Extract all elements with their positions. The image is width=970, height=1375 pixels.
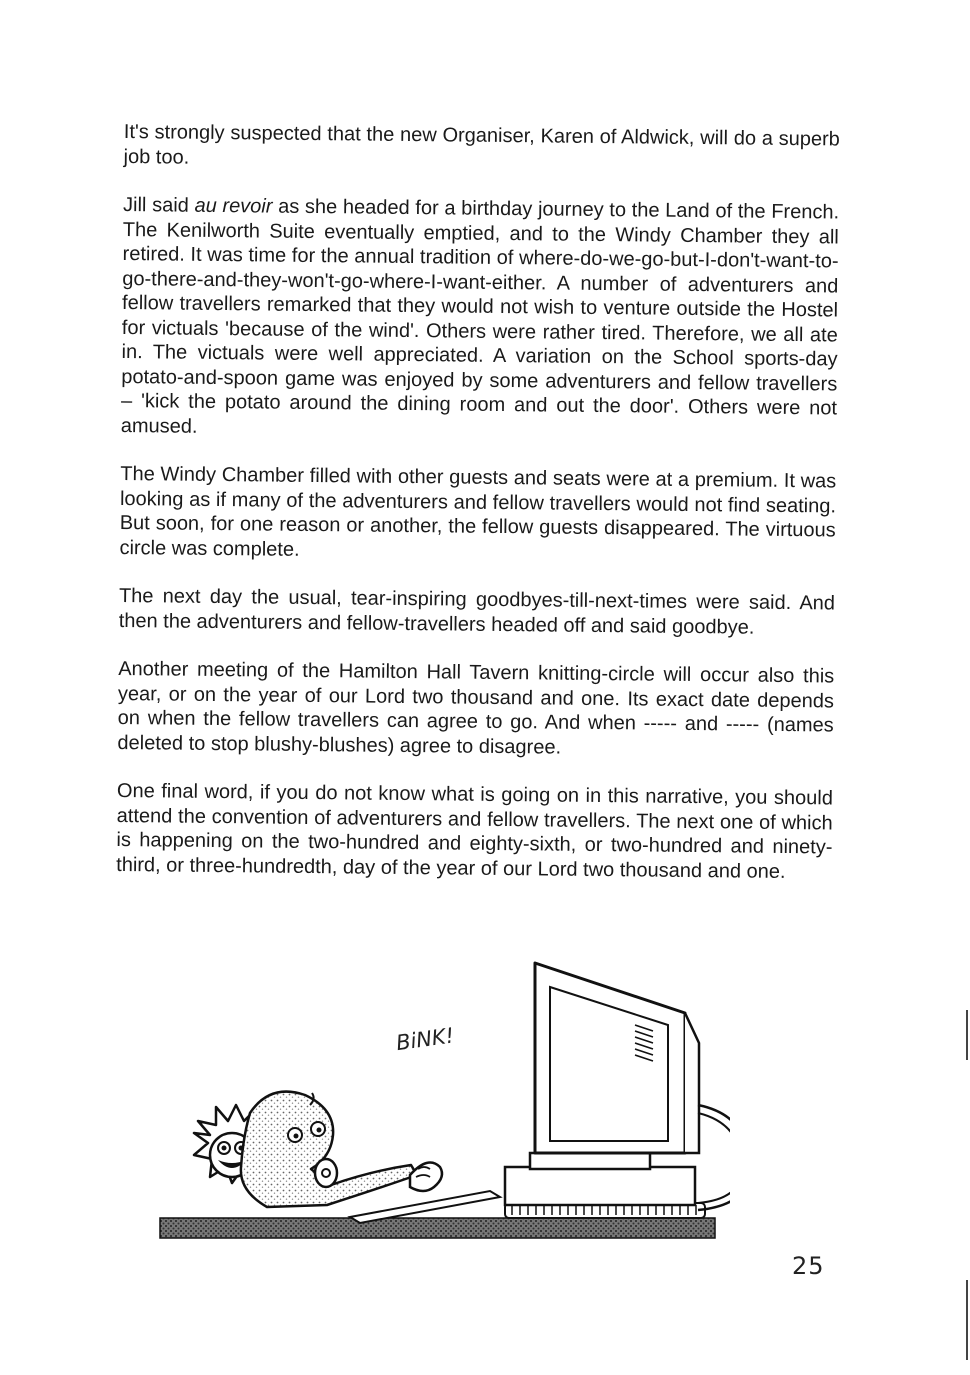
paragraph-seating: The Windy Chamber filled with other guests and seats were at a premium. It was looking as if many of the adventurers and fellow travellers would not find seating. But soon, for one reason or another, the fellow guests disappeared. The virtuous circle was complete. — [119, 462, 837, 561]
paragraph-rest-text: as she headed for a birthday journey to the Land of the French. The Kenilworth Suite eventually emptied, and to the Windy Chamber they all retired. It was time for the annual tradition of where-do-we-go-but-I-don't-want-to-go-there-and-they-won't-go-where-I-want-either. A number of adventurers and fellow travellers remarked that they would not wish to venture outside the Hostel for victuals 'because of the wind'. Others were rather tired. Therefore, we all ate in. The victuals were well appreciated. A variation on the School sports-day potato-and-spoon game was enjoyed by some adventurers and fellow travellers – 'kick the potato around the dining room and out the door'. Others were not amused. — [120, 195, 840, 438]
paragraph-organiser: It's strongly suspected that the new Organiser, Karen of Aldwick, will do a superb job too. — [123, 120, 840, 169]
italic-phrase: au revoir — [194, 194, 273, 218]
paragraph-goodbyes: The next day the usual, tear-inspiring goodbyes-till-next-times were said. And then the adventurers and fellow-travellers headed off and said goodbye. — [118, 584, 836, 639]
body-text — [116, 120, 840, 908]
sound-effect-text: BiNK! — [394, 1023, 456, 1056]
paragraph-knitting-circle: Another meeting of the Hamilton Hall Tavern knitting-circle will occur also this year, or on the year of our Lord two thousand and one. Its exact date depends on when the fellow travellers can agree to go. And when ----- and ----- (names deleted to stop blushy-blushes) agree to disagree. — [117, 657, 835, 759]
paragraph-windy-chamber-retire — [121, 193, 840, 445]
cartoon-illustration — [150, 955, 730, 1245]
scan-edge-mark — [966, 1010, 968, 1060]
scan-edge-mark — [966, 1280, 968, 1360]
page-number: 25 — [792, 1252, 825, 1280]
paragraph-lead-text: Jill said — [122, 193, 195, 217]
paragraph-final-word: One final word, if you do not know what is going on in this narrative, you should attend the convention of adventurers and fellow travellers. The next one of which is happening on the two-hundred and eighty-sixth, or two-hundred and ninety-third, or three-hundredth, day of the year of our Lord two thousand and one. — [116, 779, 834, 883]
computer-icon — [505, 963, 730, 1210]
baby-icon — [241, 1092, 442, 1207]
desk-surface — [160, 1218, 715, 1238]
